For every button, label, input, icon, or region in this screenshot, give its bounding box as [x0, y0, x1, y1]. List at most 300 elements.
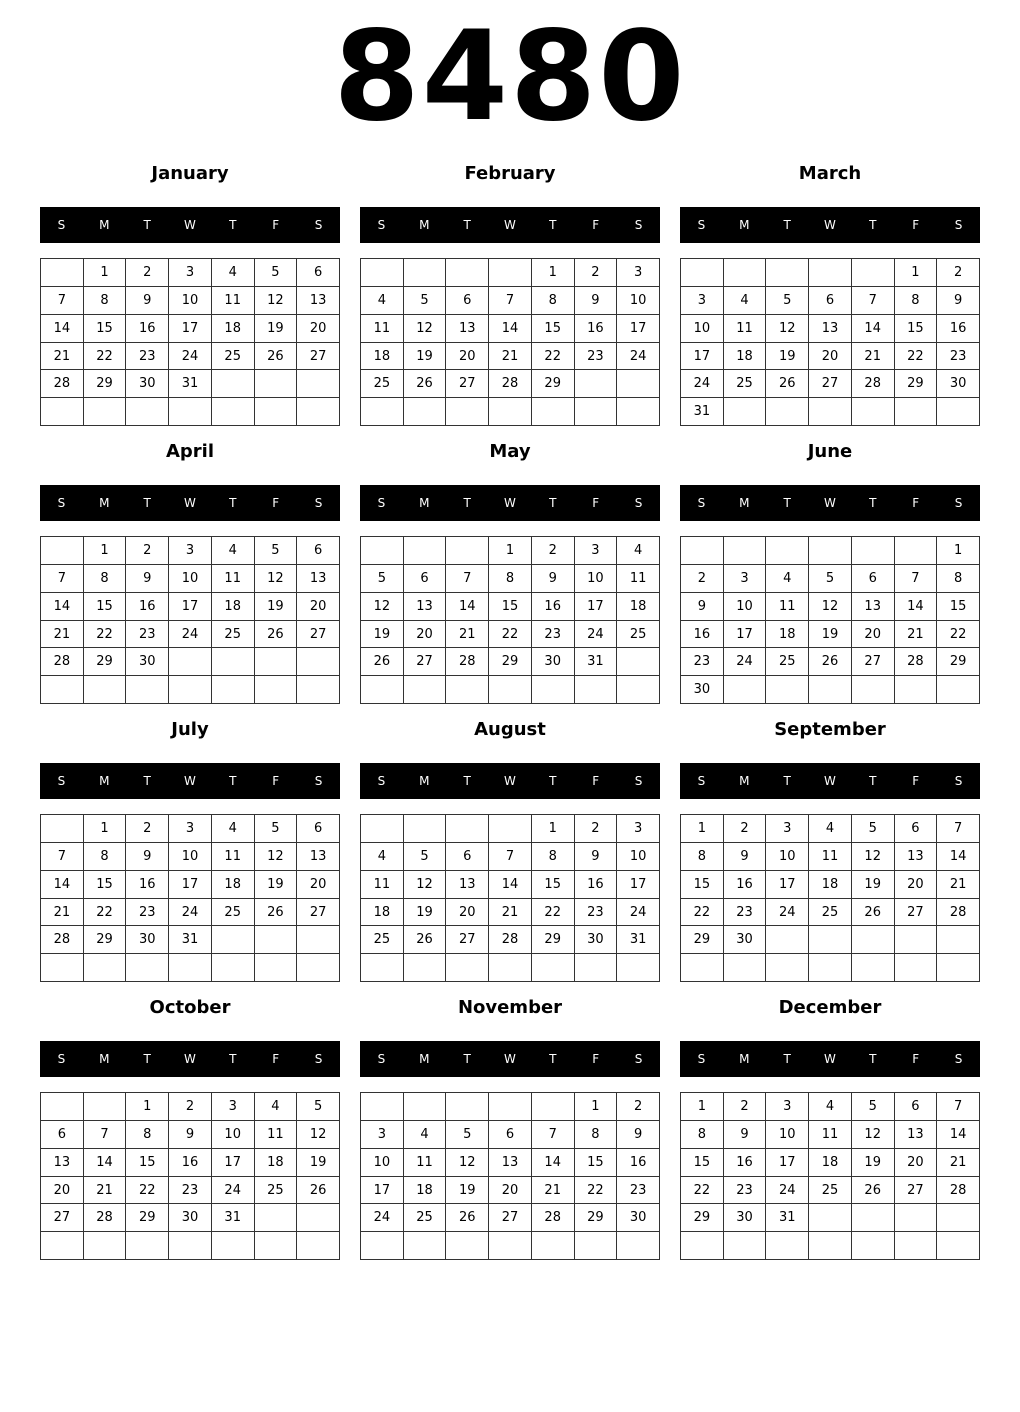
day-cell: 29 — [532, 370, 575, 398]
day-cell: 28 — [937, 1177, 980, 1205]
day-cell — [41, 676, 84, 704]
day-cell: 27 — [297, 343, 340, 371]
day-cell: 10 — [766, 1121, 809, 1149]
weekday-label: T — [463, 774, 471, 788]
day-cell: 27 — [297, 621, 340, 649]
day-cell: 15 — [575, 1149, 618, 1177]
day-cell: 30 — [126, 926, 169, 954]
day-cell: 3 — [724, 565, 767, 593]
weekday-label: F — [592, 218, 600, 232]
day-cell: 21 — [532, 1177, 575, 1205]
day-cell: 21 — [446, 621, 489, 649]
weekday-label: M — [99, 1052, 110, 1066]
day-cell — [489, 1232, 532, 1260]
month-name: February — [464, 163, 556, 184]
day-cell — [361, 1093, 404, 1121]
month-name: March — [798, 163, 862, 184]
day-cell — [895, 676, 938, 704]
day-cell: 10 — [169, 843, 212, 871]
day-cell — [41, 1093, 84, 1121]
day-cell: 19 — [255, 315, 298, 343]
day-cell: 15 — [681, 1149, 724, 1177]
day-cell: 26 — [852, 899, 895, 927]
day-cell: 28 — [532, 1204, 575, 1232]
day-cell: 22 — [532, 343, 575, 371]
day-cell — [937, 398, 980, 426]
day-cell — [617, 648, 660, 676]
day-cell — [575, 954, 618, 982]
day-cell — [766, 537, 809, 565]
weekday-label: F — [272, 774, 280, 788]
day-cell — [617, 1232, 660, 1260]
month-name: November — [457, 997, 563, 1018]
day-cell: 30 — [724, 1204, 767, 1232]
day-cell: 13 — [297, 843, 340, 871]
day-cell: 24 — [617, 899, 660, 927]
day-cell: 6 — [489, 1121, 532, 1149]
day-cell: 1 — [681, 1093, 724, 1121]
day-cell: 15 — [532, 871, 575, 899]
day-cell — [766, 1232, 809, 1260]
day-cell — [212, 676, 255, 704]
day-grid — [40, 814, 340, 982]
day-cell: 26 — [361, 648, 404, 676]
day-cell — [575, 676, 618, 704]
day-cell — [297, 926, 340, 954]
day-cell: 20 — [41, 1177, 84, 1205]
day-cell — [404, 1232, 447, 1260]
month-name: December — [778, 997, 882, 1018]
weekday-header — [680, 207, 980, 243]
day-cell: 24 — [766, 899, 809, 927]
day-cell: 8 — [126, 1121, 169, 1149]
day-cell: 24 — [212, 1177, 255, 1205]
day-cell: 25 — [361, 370, 404, 398]
weekday-label: T — [463, 218, 471, 232]
day-cell: 20 — [297, 871, 340, 899]
day-cell: 7 — [41, 565, 84, 593]
day-cell: 22 — [681, 1177, 724, 1205]
day-cell — [766, 398, 809, 426]
weekday-label: F — [272, 218, 280, 232]
month-name: April — [165, 441, 215, 462]
weekday-label: S — [954, 496, 963, 510]
day-cell: 2 — [575, 815, 618, 843]
day-cell: 31 — [617, 926, 660, 954]
day-cell: 1 — [532, 259, 575, 287]
day-cell: 7 — [937, 815, 980, 843]
day-cell: 6 — [852, 565, 895, 593]
day-cell — [297, 954, 340, 982]
day-cell — [895, 398, 938, 426]
day-cell — [809, 259, 852, 287]
day-cell — [681, 537, 724, 565]
day-cell: 20 — [446, 899, 489, 927]
weekday-label: T — [229, 1052, 237, 1066]
day-grid — [360, 814, 660, 982]
day-cell — [575, 1232, 618, 1260]
day-cell — [41, 954, 84, 982]
day-cell: 2 — [169, 1093, 212, 1121]
weekday-label: F — [912, 774, 920, 788]
day-cell — [41, 1232, 84, 1260]
day-cell — [446, 398, 489, 426]
day-cell: 3 — [575, 537, 618, 565]
day-cell — [809, 398, 852, 426]
day-cell: 18 — [212, 315, 255, 343]
day-cell — [575, 398, 618, 426]
day-cell — [169, 954, 212, 982]
day-cell — [361, 537, 404, 565]
day-cell: 18 — [724, 343, 767, 371]
day-cell: 3 — [681, 287, 724, 315]
day-cell: 15 — [126, 1149, 169, 1177]
day-cell — [489, 815, 532, 843]
weekday-label: W — [504, 496, 516, 510]
day-cell: 17 — [766, 1149, 809, 1177]
day-cell: 30 — [532, 648, 575, 676]
day-cell: 28 — [489, 926, 532, 954]
day-cell: 22 — [84, 899, 127, 927]
weekday-label: W — [824, 774, 836, 788]
day-cell: 30 — [617, 1204, 660, 1232]
day-cell: 9 — [937, 287, 980, 315]
day-cell: 26 — [255, 621, 298, 649]
day-cell: 23 — [724, 1177, 767, 1205]
day-cell: 10 — [766, 843, 809, 871]
day-cell: 22 — [575, 1177, 618, 1205]
day-cell — [724, 537, 767, 565]
day-cell — [724, 398, 767, 426]
year-title: 8480 — [333, 5, 687, 149]
day-cell — [852, 676, 895, 704]
day-cell: 26 — [255, 899, 298, 927]
weekday-label: S — [634, 218, 643, 232]
day-cell: 3 — [361, 1121, 404, 1149]
day-cell: 23 — [575, 343, 618, 371]
day-cell — [895, 926, 938, 954]
day-cell: 2 — [681, 565, 724, 593]
day-cell: 28 — [41, 370, 84, 398]
day-cell — [126, 1232, 169, 1260]
weekday-label: M — [739, 218, 750, 232]
day-cell: 7 — [41, 843, 84, 871]
day-cell: 7 — [489, 287, 532, 315]
day-cell: 2 — [617, 1093, 660, 1121]
day-grid — [680, 258, 980, 426]
day-cell: 10 — [361, 1149, 404, 1177]
day-cell: 13 — [809, 315, 852, 343]
day-cell: 20 — [895, 871, 938, 899]
weekday-label: M — [419, 1052, 430, 1066]
day-cell: 4 — [766, 565, 809, 593]
day-cell: 7 — [84, 1121, 127, 1149]
weekday-label: T — [143, 1052, 151, 1066]
day-cell: 30 — [724, 926, 767, 954]
day-cell: 21 — [41, 621, 84, 649]
day-cell: 31 — [681, 398, 724, 426]
day-cell: 18 — [404, 1177, 447, 1205]
day-cell — [937, 676, 980, 704]
day-cell: 11 — [404, 1149, 447, 1177]
day-cell: 13 — [297, 287, 340, 315]
weekday-label: S — [697, 218, 706, 232]
day-cell: 16 — [575, 871, 618, 899]
weekday-label: M — [99, 496, 110, 510]
day-cell: 9 — [575, 287, 618, 315]
day-cell: 7 — [895, 565, 938, 593]
day-cell: 6 — [404, 565, 447, 593]
day-cell: 16 — [724, 871, 767, 899]
day-cell — [361, 398, 404, 426]
day-cell: 14 — [489, 871, 532, 899]
day-cell — [404, 259, 447, 287]
weekday-label: T — [783, 1052, 791, 1066]
day-cell: 11 — [617, 565, 660, 593]
day-cell: 24 — [169, 343, 212, 371]
weekday-header — [40, 485, 340, 521]
day-cell: 27 — [446, 370, 489, 398]
day-cell: 15 — [84, 593, 127, 621]
day-cell: 5 — [404, 287, 447, 315]
day-cell: 13 — [852, 593, 895, 621]
day-cell: 17 — [681, 343, 724, 371]
day-cell: 16 — [724, 1149, 767, 1177]
day-cell — [852, 398, 895, 426]
day-cell: 5 — [255, 537, 298, 565]
day-cell: 8 — [84, 287, 127, 315]
weekday-label: F — [912, 1052, 920, 1066]
day-cell: 31 — [169, 926, 212, 954]
day-cell — [84, 1232, 127, 1260]
day-cell: 14 — [895, 593, 938, 621]
day-cell: 29 — [532, 926, 575, 954]
weekday-label: T — [229, 218, 237, 232]
day-cell — [212, 926, 255, 954]
weekday-label: T — [549, 496, 557, 510]
day-cell: 9 — [169, 1121, 212, 1149]
day-cell: 25 — [724, 370, 767, 398]
day-cell — [404, 676, 447, 704]
day-cell: 28 — [852, 370, 895, 398]
day-cell — [84, 1093, 127, 1121]
day-cell: 11 — [809, 1121, 852, 1149]
weekday-header — [680, 763, 980, 799]
day-cell: 20 — [895, 1149, 938, 1177]
day-cell: 1 — [575, 1093, 618, 1121]
day-cell: 4 — [724, 287, 767, 315]
day-cell: 22 — [895, 343, 938, 371]
day-cell — [617, 370, 660, 398]
day-cell: 10 — [575, 565, 618, 593]
day-cell: 28 — [41, 648, 84, 676]
day-cell: 25 — [404, 1204, 447, 1232]
day-cell: 26 — [404, 926, 447, 954]
day-cell — [617, 676, 660, 704]
day-cell: 14 — [532, 1149, 575, 1177]
weekday-label: S — [314, 496, 323, 510]
day-cell: 12 — [852, 843, 895, 871]
day-cell: 20 — [852, 621, 895, 649]
day-cell: 21 — [84, 1177, 127, 1205]
day-cell: 26 — [852, 1177, 895, 1205]
weekday-label: S — [314, 774, 323, 788]
day-cell: 27 — [809, 370, 852, 398]
day-cell: 11 — [361, 315, 404, 343]
day-cell — [361, 815, 404, 843]
day-cell: 19 — [255, 871, 298, 899]
weekday-label: T — [783, 774, 791, 788]
day-cell: 27 — [489, 1204, 532, 1232]
month-name: August — [474, 719, 546, 740]
day-cell — [212, 398, 255, 426]
day-cell: 24 — [724, 648, 767, 676]
weekday-label: S — [377, 1052, 386, 1066]
day-cell — [809, 537, 852, 565]
day-cell — [681, 1232, 724, 1260]
day-cell: 12 — [361, 593, 404, 621]
weekday-label: F — [912, 218, 920, 232]
day-cell: 26 — [766, 370, 809, 398]
day-cell: 8 — [681, 1121, 724, 1149]
weekday-label: T — [783, 218, 791, 232]
day-cell: 17 — [617, 315, 660, 343]
day-cell: 6 — [809, 287, 852, 315]
weekday-label: T — [463, 1052, 471, 1066]
day-cell: 11 — [212, 565, 255, 593]
day-cell: 8 — [532, 843, 575, 871]
day-cell: 19 — [255, 593, 298, 621]
day-cell: 8 — [84, 843, 127, 871]
day-cell: 23 — [937, 343, 980, 371]
day-cell: 12 — [852, 1121, 895, 1149]
day-cell: 10 — [169, 287, 212, 315]
day-cell: 13 — [404, 593, 447, 621]
weekday-label: T — [549, 774, 557, 788]
day-cell: 17 — [169, 871, 212, 899]
day-cell — [852, 926, 895, 954]
day-cell: 17 — [617, 871, 660, 899]
day-cell: 19 — [852, 1149, 895, 1177]
day-cell: 16 — [126, 315, 169, 343]
weekday-header — [680, 485, 980, 521]
day-cell — [297, 1204, 340, 1232]
day-cell — [937, 1204, 980, 1232]
weekday-label: W — [824, 218, 836, 232]
weekday-label: W — [184, 496, 196, 510]
day-cell: 14 — [852, 315, 895, 343]
day-cell: 14 — [937, 843, 980, 871]
day-cell: 20 — [297, 315, 340, 343]
weekday-label: T — [869, 496, 877, 510]
day-cell: 8 — [84, 565, 127, 593]
day-cell — [575, 370, 618, 398]
day-cell: 4 — [212, 537, 255, 565]
day-cell: 12 — [404, 315, 447, 343]
day-cell — [446, 259, 489, 287]
day-cell: 9 — [575, 843, 618, 871]
day-cell: 15 — [489, 593, 532, 621]
day-cell: 27 — [895, 899, 938, 927]
day-cell — [255, 954, 298, 982]
day-cell — [617, 398, 660, 426]
day-cell: 1 — [681, 815, 724, 843]
day-cell — [446, 954, 489, 982]
day-cell — [532, 954, 575, 982]
day-cell: 3 — [169, 537, 212, 565]
day-cell: 29 — [84, 648, 127, 676]
day-cell: 21 — [852, 343, 895, 371]
day-cell: 27 — [852, 648, 895, 676]
day-cell — [297, 398, 340, 426]
day-cell: 13 — [446, 871, 489, 899]
month-name: September — [774, 719, 886, 740]
day-cell — [41, 398, 84, 426]
day-cell: 6 — [895, 815, 938, 843]
day-cell: 3 — [766, 1093, 809, 1121]
weekday-label: S — [314, 218, 323, 232]
day-cell: 27 — [446, 926, 489, 954]
day-cell: 23 — [169, 1177, 212, 1205]
day-cell: 16 — [532, 593, 575, 621]
day-cell: 10 — [681, 315, 724, 343]
day-cell — [809, 676, 852, 704]
day-cell: 10 — [617, 843, 660, 871]
day-cell — [724, 259, 767, 287]
day-cell: 25 — [617, 621, 660, 649]
day-cell — [489, 676, 532, 704]
day-cell: 18 — [617, 593, 660, 621]
weekday-label: M — [419, 496, 430, 510]
day-cell: 26 — [446, 1204, 489, 1232]
day-cell — [255, 370, 298, 398]
day-cell: 6 — [446, 287, 489, 315]
day-cell: 14 — [937, 1121, 980, 1149]
day-cell — [852, 537, 895, 565]
day-cell: 9 — [126, 843, 169, 871]
weekday-label: S — [57, 218, 66, 232]
day-cell: 16 — [681, 621, 724, 649]
day-cell — [84, 676, 127, 704]
day-cell: 18 — [809, 871, 852, 899]
day-cell: 21 — [41, 343, 84, 371]
day-cell — [255, 1204, 298, 1232]
day-cell: 20 — [809, 343, 852, 371]
day-cell: 17 — [361, 1177, 404, 1205]
day-cell — [41, 537, 84, 565]
day-cell: 5 — [809, 565, 852, 593]
weekday-label: M — [739, 496, 750, 510]
weekday-label: S — [377, 496, 386, 510]
month-name: July — [171, 719, 209, 740]
weekday-label: T — [869, 1052, 877, 1066]
day-cell — [84, 954, 127, 982]
day-cell: 22 — [532, 899, 575, 927]
day-cell — [766, 676, 809, 704]
day-cell: 17 — [169, 315, 212, 343]
day-cell: 2 — [126, 259, 169, 287]
day-cell: 18 — [361, 343, 404, 371]
day-cell — [937, 954, 980, 982]
day-cell — [297, 370, 340, 398]
day-cell: 7 — [41, 287, 84, 315]
day-cell: 13 — [895, 843, 938, 871]
day-cell: 1 — [84, 259, 127, 287]
day-cell: 19 — [404, 343, 447, 371]
weekday-label: F — [272, 496, 280, 510]
day-cell: 16 — [617, 1149, 660, 1177]
day-cell — [532, 1093, 575, 1121]
